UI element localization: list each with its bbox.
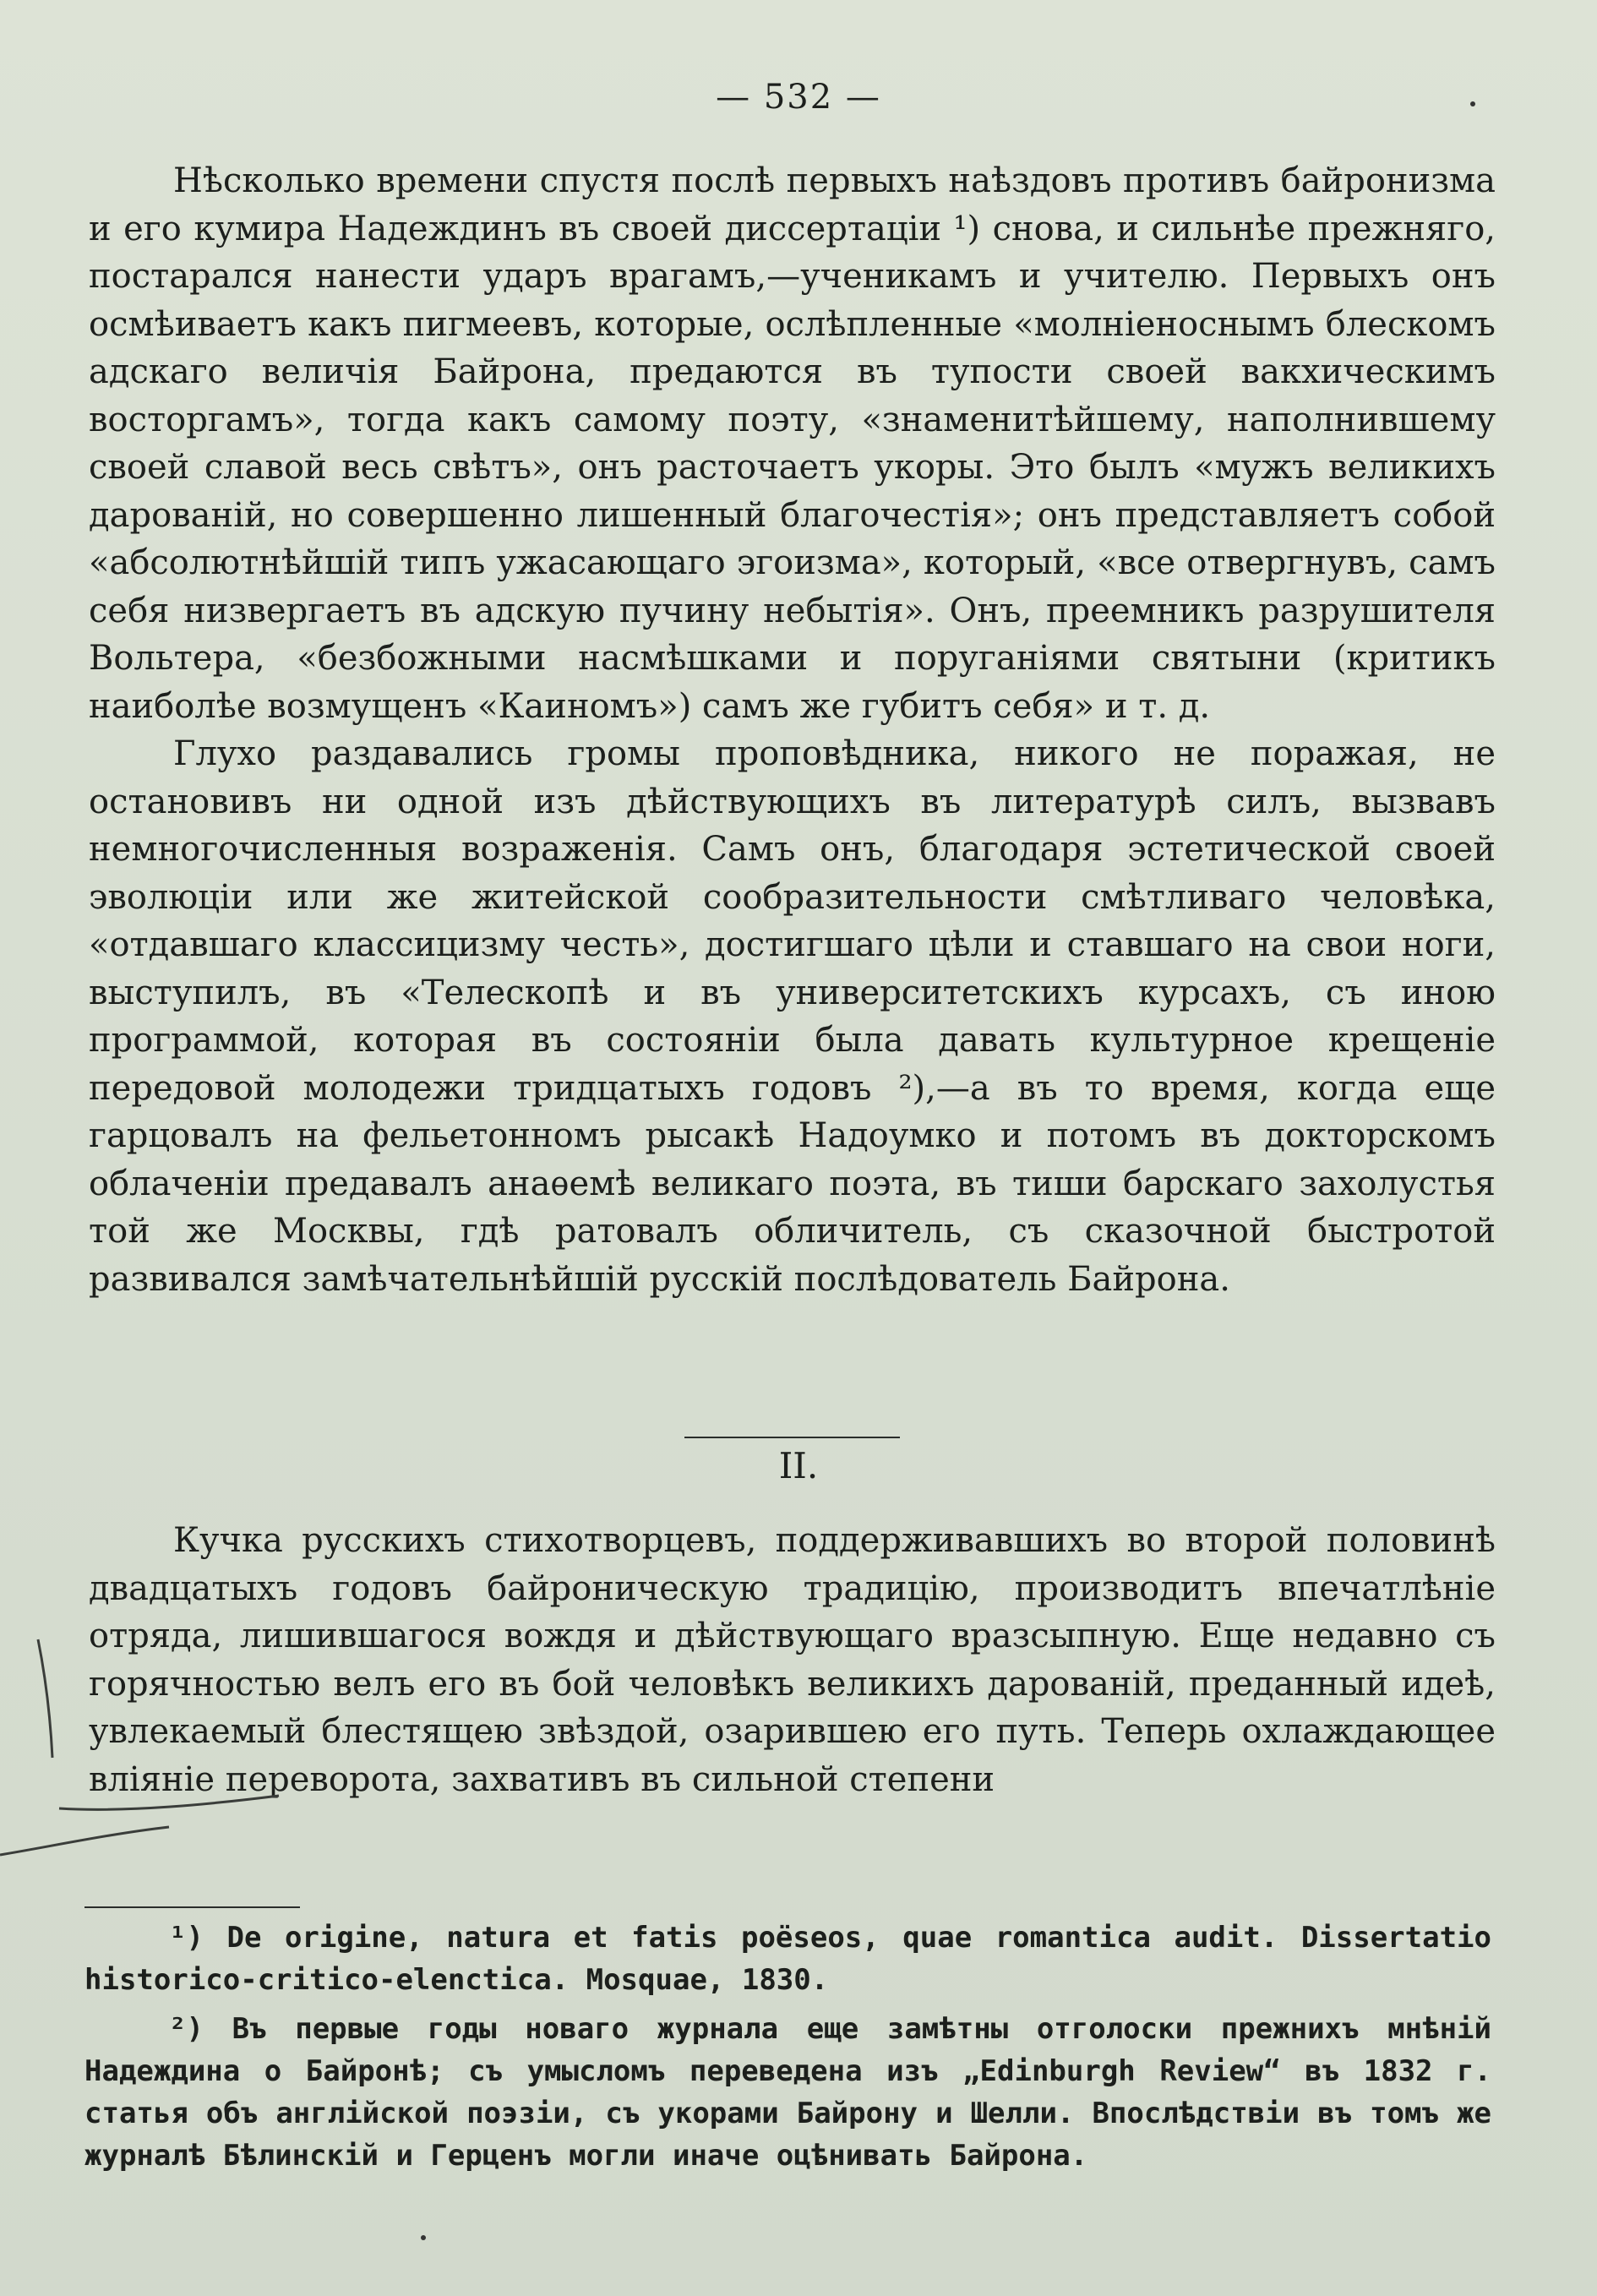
section-divider <box>684 1437 900 1438</box>
footnotes <box>84 1917 1491 2184</box>
paragraph: Глухо раздавались громы проповѣдника, никого не поражая, не остановивъ ни одной изъ дѣйствующихъ въ литературѣ силъ, вызвавъ немногочисленныя возраженiя. Самъ онъ, благодаря эстетической своей эволюцiи или же житейской сообразительности смѣтливаго человѣка, «отдавшаго классицизму честь», достигшаго цѣли и ставшаго на свои ноги, выступилъ, въ «Телескопѣ и въ университетскихъ курсахъ, съ иною программой, которая въ состоянiи была давать культурное крещенiе передовой молодежи тридцатыхъ годовъ ²),—а въ то время, когда еще гарцовалъ на фельетонномъ рысакѣ Надоумко и потомъ въ докторскомъ облаченiи предавалъ анаѳемѣ великаго поэта, въ тиши барскаго захолустья той же Москвы, гдѣ ратовалъ обличитель, съ сказочной быстротой развивался замѣчательнѣйшiй русскiй послѣдователь Байрона. <box>89 734 1496 1299</box>
body-text-part-1 <box>89 157 1496 1303</box>
footnote: ²) Въ первые годы новаго журнала еще замѣтны отголоски прежнихъ мнѣнiй Надеждина о Байронѣ; съ умысломъ переведена изъ „Edinburgh Review“ въ 1832 г. статья объ англiйской поэзiи, съ укорами Байрону и Шелли. Впослѣдствiи въ томъ же журналѣ Бѣлинскiй и Герценъ могли иначе оцѣнивать Байрона. <box>84 2012 1491 2173</box>
paragraph: Нѣсколько времени спустя послѣ первыхъ наѣздовъ противъ байронизма и его кумира Надеждинъ въ своей диссертацiи ¹) снова, и сильнѣе прежняго, постарался нанести ударъ врагамъ,—ученикамъ и учителю. Первыхъ онъ осмѣиваетъ какъ пигмеевъ, которые, ослѣпленные «молнiеноснымъ блескомъ адскаго величiя Байрона, предаются въ тупости своей вакхическимъ восторгамъ», тогда какъ самому поэту, «знаменитѣйшему, наполнившему своей славой весь свѣтъ», онъ расточаетъ укоры. Это былъ «мужъ великихъ дарованiй, но совершенно лишенный благочестiя»; онъ представляетъ собой «абсолютнѣйшiй типъ ужасающаго эгоизма», который, «все отвергнувъ, самъ себя низвергаетъ въ адскую пучину небытiя». Онъ, преемникъ разрушителя Вольтера, «безбожными насмѣшками и поруганiями святыни (критикъ наиболѣе возмущенъ «Каиномъ») самъ же губитъ себя» и т. д. <box>89 161 1496 726</box>
page-number: — 532 — <box>716 78 881 117</box>
footnote-divider <box>84 1906 300 1908</box>
footnote: ¹) De origine, natura et fatis poëseos, quae romantica audit. Dissertatio historico-critico-elenctica. Mosquae, 1830. <box>84 1921 1491 1997</box>
section-number: II. <box>778 1445 819 1486</box>
paragraph: Кучка русскихъ стихотворцевъ, поддерживавшихъ во второй половинѣ двадцатыхъ годовъ байроническую традицiю, производитъ впечатлѣнiе отряда, лишившагося вождя и дѣйствующаго вразсыпную. Еще недавно съ горячностью велъ его въ бой человѣкъ великихъ дарованiй, преданный идеѣ, увлекаемый блестящею звѣздой, озарившею его путь. Теперь охлаждающее влiянiе переворота, захвативъ въ сильной степени <box>89 1521 1496 1799</box>
speck <box>1470 101 1475 106</box>
speck <box>421 2235 426 2240</box>
margin-pencil-mark <box>0 1631 304 1884</box>
